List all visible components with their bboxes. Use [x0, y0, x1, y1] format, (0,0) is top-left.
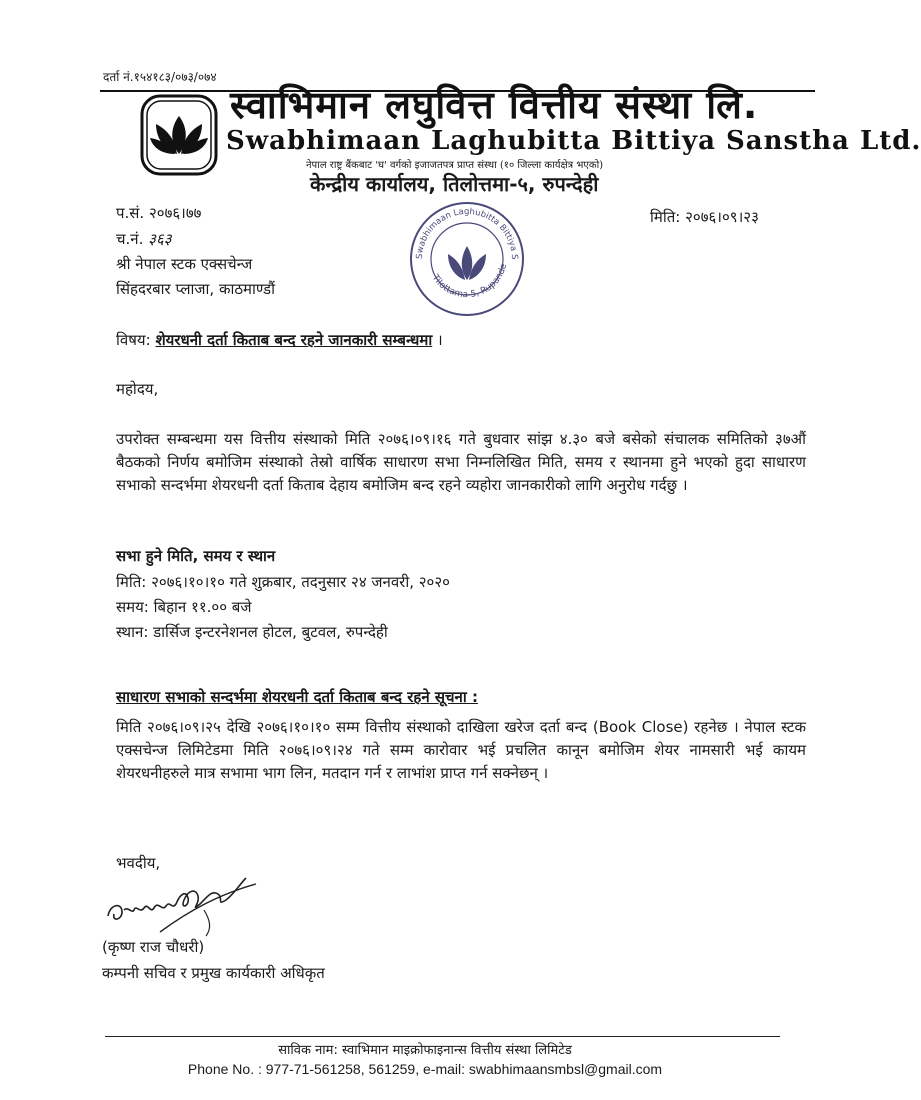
subject-label: विषय: — [116, 331, 151, 349]
paragraph-2: मिति २०७६।०९।२५ देखि २०७६।१०।१० सम्म वित्तीय संस्थाको दाखिला खरेज दर्ता बन्द (Book Close) रहनेछ । नेपाल स्टक एक्सचेन्ज लिमिटेडमा मिति २०७६।०९।२४ गते सम्म कारोवार भई प्रचलित कानून बमोजिम शेयर नामसारी भई कायम शेयरधनीहरुले मात्र सभामा भाग लिन, मतदान गर्न र लाभांश प्राप्त गर्न सक्नेछन् । — [116, 718, 806, 782]
signatory-name: (कृष्ण राज चौधरी) — [102, 938, 205, 956]
cn-number — [116, 228, 172, 251]
ps-number: प.सं. २०७६।७७ — [116, 204, 202, 222]
subject-line — [116, 329, 443, 352]
subject-end: । — [437, 331, 443, 349]
meeting-time: समय: बिहान ११.०० बजे — [116, 598, 252, 616]
meeting-date: मिति: २०७६।१०।१० गते शुक्रबार, तदनुसार २४ जनवरी, २०२० — [116, 573, 450, 591]
handwritten-signature — [100, 870, 270, 940]
footer-former-name: साविक नाम: स्वाभिमान माइक्रोफाइनान्स वित्तीय संस्था लिमिटेड — [278, 1043, 572, 1058]
salutation: महोदय, — [116, 380, 159, 398]
license-note: नेपाल राष्ट्र बैंकबाट 'घ' वर्गको इजाजतपत्र प्राप्त संस्था (१० जिल्ला कार्यक्षेत्र भएको) — [306, 160, 604, 171]
footer-contact: Phone No. : 977-71-561258, 561259, e-mail: swabhimaansmbsl@gmail.com — [187, 1061, 663, 1077]
meeting-heading: सभा हुने मिति, समय र स्थान — [116, 547, 276, 565]
cn-value: ३६३ — [148, 230, 172, 248]
org-name-english: Swabhimaan Laghubitta Bittiya Sanstha Ltd. — [226, 126, 921, 156]
lotus-logo-icon — [140, 94, 218, 176]
org-name-nepali: स्वाभिमान लघुवित्त वित्तीय संस्था लि. — [230, 83, 759, 127]
org-stamp — [408, 200, 526, 318]
subject-text: शेयरधनी दर्ता किताब बन्द रहने जानकारी सम्बन्धमा — [155, 331, 433, 349]
stamp-text-bottom: Tilottama-5, Rupande — [429, 262, 510, 301]
org-logo — [140, 94, 218, 176]
paragraph-1: उपरोक्त सम्बन्धमा यस वित्तीय संस्थाको मिति २०७६।०९।१६ गते बुधवार सांझ ४.३० बजे बसेको संचालक समितिको ३७औं बैठकको निर्णय बमोजिम संस्थाको तेस्रो वार्षिक साधारण सभा निम्नलिखित मिति, समय र स्थानमा हुने भएको हुदा साधारण सभाको सन्दर्भमा शेयरधनी दर्ता किताब देहाय बमोजिम बन्द रहने व्यहोरा जानकारीको लागि अनुरोध गर्दछु । — [116, 430, 806, 494]
meeting-place: स्थान: डार्सिज इन्टरनेशनल होटल, बुटवल, रुपन्देही — [116, 623, 388, 641]
closing: भवदीय, — [116, 854, 161, 872]
registration-number: दर्ता नं.१५४१८३/०७३/०७४ — [103, 70, 217, 84]
signatory-title: कम्पनी सचिव र प्रमुख कार्यकारी अधिकृत — [102, 964, 325, 982]
office-address: केन्द्रीय कार्यालय, तिलोत्तमा-५, रुपन्देही — [310, 172, 599, 196]
recipient-line-1: श्री नेपाल स्टक एक्सचेन्ज — [116, 255, 253, 273]
letter-date: मिति: २०७६।०९।२३ — [650, 208, 759, 226]
footer-rule — [105, 1036, 780, 1037]
notice-heading: साधारण सभाको सन्दर्भमा शेयरधनी दर्ता किताब बन्द रहने सूचना : — [116, 688, 478, 706]
recipient-line-2: सिंहदरबार प्लाजा, काठमाण्डौं — [116, 280, 275, 298]
cn-label: च.नं. — [116, 230, 144, 248]
stamp-text-top: Swabhimaan Laghubitta Bittiya S — [414, 206, 520, 260]
